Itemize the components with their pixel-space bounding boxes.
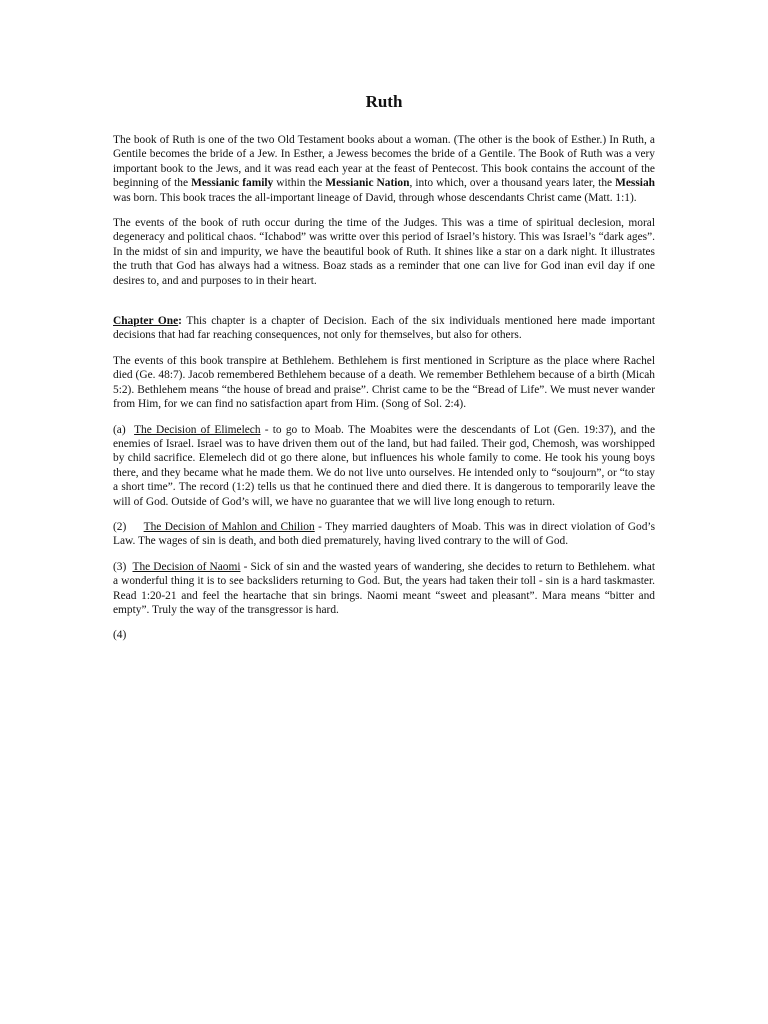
document-title: Ruth <box>365 92 403 111</box>
decision-paragraph <box>113 423 655 509</box>
chapter-heading: Chapter One <box>113 315 179 328</box>
intro-text-4: was born. This book traces the all-important lineage of David, through whose descendants Christ came (Matt. 1:1). <box>113 191 637 204</box>
intro-bold-messianic-nation: Messianic Nation <box>325 177 410 190</box>
decision-number-final: (4) <box>113 629 127 642</box>
judges-paragraph: The events of the book of ruth occur during the time of the Judges. This was a time of spiritual declesion, moral degeneracy and political chaos. “Ichabod” was writte over this period of Israel’s history. This was Israel’s “dark ages”. In the midst of sin and impurity, we have the beautiful book of Ruth. It shines like a star on a dark night. It illustrates the truth that God has always had a witness. Boaz stads as a reminder that one can live for God inan evil day if one desires to, and and purposes to in their heart. <box>113 217 655 287</box>
intro-paragraph <box>113 133 655 205</box>
intro-text-3: , into which, over a thousand years later, the <box>409 177 616 190</box>
chapter-colon: : <box>178 315 182 328</box>
intro-text-2: within the <box>273 177 326 190</box>
decision-text: - to go to Moab. The Moabites were the descendants of Lot (Gen. 19:37), and the enemies of Israel. Israel was to have driven them out of the land, but had failed. Their god, Chemosh, was worshipped by child sacrifice. Elemelech did ot go there alone, but influences his whole family to come. He took his young boys there, and they became what he made them. We do not live unto ourselves. He intended only to “soujourn”, or “to stay a short time”. The record (1:2) tells us that he continued there and died there. It is dangerous to temporarily leave the will of God. Outside of God’s will, we have no guarantee that we will live long enough to return. <box>113 423 656 508</box>
intro-bold-messiah: Messiah <box>615 177 655 190</box>
chapter-text: This chapter is a chapter of Decision. Each of the six individuals mentioned here made important decisions that had far reaching consequences, not only for themselves, but also for others. <box>113 315 655 342</box>
decision-text: - Sick of sin and the wasted years of wandering, she decides to return to Bethlehem. what a wonderful thing it is to see backsliders returning to God. But, the years had taken their toll - sin is a hard taskmaster. Read 1:20-21 and feel the heartache that sin brings. Naomi meant “sweet and pleasant”. Mara means “bitter and empty”. Truly the way of the transgressor is hard. <box>113 560 655 616</box>
chapter-one-paragraph <box>113 314 655 343</box>
intro-text-1: The book of Ruth is one of the two Old Testament books about a woman. (The other is the book of Esther.) In Ruth, a Gentile becomes the bride of a Jew. In Esther, a Jewess becomes the bride of a Gentile. The Book of Ruth was a very important book to the Jews, and it was read each year at the feast of Pentecost. This book contains the account of the beginning of the <box>113 134 655 190</box>
decision-paragraph <box>113 560 655 618</box>
bethlehem-paragraph: The events of this book transpire at Bethlehem. Bethlehem is first mentioned in Scripture as the place where Rachel died (Ge. 48:7). Jacob remembered Bethlehem because of a death. We remember Bethlehem because of a birth (Micah 5:2). Bethlehem means “the house of bread and praise”. Christ came to be the “Bread of Life”. We must never wander from Him, for we can find no satisfaction apart from Him. (Song of Sol. 2:4). <box>113 354 655 411</box>
decision-heading: The Decision of Elimelech <box>134 423 261 436</box>
decision-text: - They married daughters of Moab. This was in direct violation of God’s Law. The wages of sin is death, and both died prematurely, having lived contrary to the will of God. <box>113 520 656 548</box>
document-body <box>113 133 655 654</box>
decision-heading: The Decision of Naomi <box>132 560 241 573</box>
decision-heading: The Decision of Mahlon and Chilion <box>143 520 315 533</box>
intro-bold-messianic-family: Messianic family <box>191 177 274 190</box>
decision-number: (a) <box>113 423 126 436</box>
decision-number: (2) <box>113 520 127 533</box>
decision-paragraph <box>113 520 655 549</box>
decision-number: (3) <box>113 560 127 573</box>
